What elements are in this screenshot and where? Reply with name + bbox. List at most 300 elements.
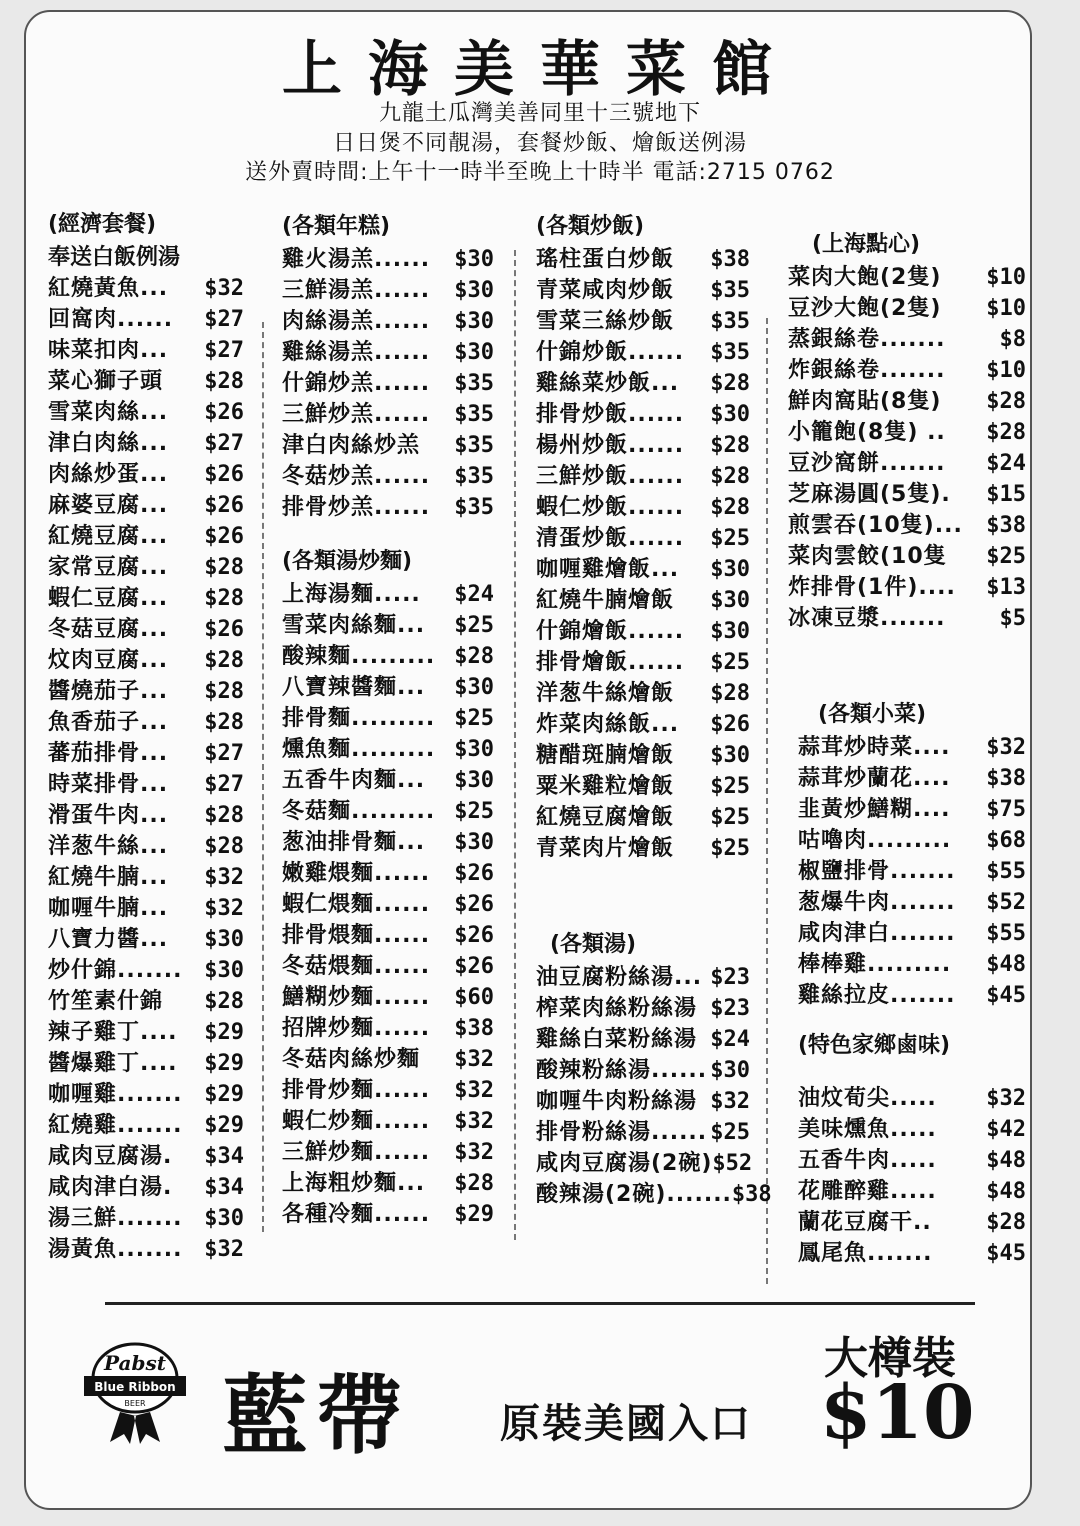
- menu-item-name: 鱔糊炒麵......: [282, 985, 431, 1010]
- menu-item-name: 紅燒黃魚...: [48, 276, 169, 301]
- menu-item: [282, 1137, 494, 1168]
- menu-item-price: $25: [986, 544, 1026, 569]
- menu-item: [48, 986, 244, 1017]
- menu-item-price: $34: [204, 1175, 244, 1200]
- menu-item-price: $27: [204, 307, 244, 332]
- menu-item-price: $28: [710, 464, 750, 489]
- menu-item-name: 排骨炒羔......: [282, 495, 431, 520]
- menu-item-name: 蝦仁炒麵......: [282, 1109, 431, 1134]
- menu-item: [48, 1048, 244, 1079]
- menu-item-price: $28: [710, 371, 750, 396]
- menu-section: [788, 228, 1026, 634]
- menu-item-price: $48: [986, 1148, 1026, 1173]
- menu-item: [798, 949, 1026, 980]
- menu-item-price: $26: [204, 617, 244, 642]
- menu-item-price: $28: [204, 555, 244, 580]
- section-title: (各類湯): [550, 932, 637, 957]
- menu-item-name: 咸肉豆腐湯(2碗): [536, 1151, 713, 1176]
- menu-section: [48, 208, 244, 1265]
- menu-item-name: 菜肉大飽(2隻): [788, 265, 942, 290]
- menu-item-price: $27: [204, 431, 244, 456]
- menu-item-name: 青菜肉片燴飯: [536, 836, 675, 861]
- menu-column-1: [48, 208, 244, 1265]
- menu-item: [282, 430, 494, 461]
- menu-item: [48, 1203, 244, 1234]
- menu-item: [788, 355, 1026, 386]
- menu-item: [48, 676, 244, 707]
- menu-item-name: 蕃茄排骨...: [48, 741, 169, 766]
- menu-section: [282, 210, 494, 523]
- menu-item-price: $30: [454, 737, 494, 762]
- menu-item-name: 辣子雞丁....: [48, 1020, 178, 1045]
- menu-item: [798, 763, 1026, 794]
- menu-item-name: 排骨煨麵......: [282, 923, 431, 948]
- menu-item-price: $28: [204, 989, 244, 1014]
- menu-item-name: 什錦炒飯......: [536, 340, 685, 365]
- menu-item-price: $25: [710, 1120, 750, 1145]
- section-title: (經濟套餐): [48, 212, 157, 237]
- pabst-blue-ribbon-logo: [80, 1338, 190, 1446]
- menu-item-name: 肉絲湯羔......: [282, 309, 431, 334]
- menu-item-name: 美味燻魚.....: [798, 1117, 937, 1142]
- menu-item: [48, 1017, 244, 1048]
- menu-item-name: 湯黃魚.......: [48, 1237, 183, 1262]
- menu-item-name: 棒棒雞.........: [798, 952, 952, 977]
- menu-item-name: 冬菇麵.........: [282, 799, 436, 824]
- menu-item-price: $35: [454, 402, 494, 427]
- menu-item-name: 蒸銀絲卷.......: [788, 327, 946, 352]
- menu-item-name: 洋葱牛絲...: [48, 834, 169, 859]
- menu-item-price: $26: [454, 861, 494, 886]
- menu-item-name: 酸辣麵.........: [282, 644, 436, 669]
- menu-item-price: $25: [710, 650, 750, 675]
- menu-item-name: 五香牛肉.....: [798, 1148, 937, 1173]
- menu-item: [536, 244, 750, 275]
- menu-item-name: 蝦仁炒飯......: [536, 495, 685, 520]
- menu-item: [48, 552, 244, 583]
- menu-item-name: 咖喱雞.......: [48, 1082, 183, 1107]
- menu-item-name: 瑤柱蛋白炒飯: [536, 247, 675, 272]
- menu-item-name: 排骨燴飯......: [536, 650, 685, 675]
- menu-item-name: 回窩肉......: [48, 307, 174, 332]
- menu-item-name: 洋葱牛絲燴飯: [536, 681, 675, 706]
- menu-section: [536, 210, 750, 864]
- menu-item-name: 三鮮炒飯......: [536, 464, 685, 489]
- menu-item-name: 排骨炒麵......: [282, 1078, 431, 1103]
- menu-item: [48, 428, 244, 459]
- restaurant-address: 九龍土瓜灣美善同里十三號地下: [378, 101, 701, 126]
- menu-item: [788, 479, 1026, 510]
- menu-item-name: 上海粗炒麵...: [282, 1171, 426, 1196]
- menu-item-name: 蒜茸炒蘭花....: [798, 766, 951, 791]
- menu-item: [48, 738, 244, 769]
- menu-item-name: 咖喱雞燴飯...: [536, 557, 680, 582]
- menu-item-price: $28: [204, 586, 244, 611]
- column-divider: [766, 318, 768, 1284]
- menu-item: [536, 709, 750, 740]
- menu-item-name: 韭黃炒鱔糊....: [798, 797, 951, 822]
- menu-item: [536, 802, 750, 833]
- menu-item-name: 冬菇肉絲炒麵: [282, 1047, 421, 1072]
- menu-item-price: $28: [986, 420, 1026, 445]
- menu-item-name: 鳳尾魚.......: [798, 1241, 933, 1266]
- restaurant-name: 上海美華菜館: [282, 35, 798, 105]
- menu-item-name: 雪菜三絲炒飯: [536, 309, 675, 334]
- menu-item: [48, 521, 244, 552]
- menu-item: [788, 510, 1026, 541]
- menu-item: [536, 461, 750, 492]
- menu-item-name: 紅燒豆腐燴飯: [536, 805, 675, 830]
- menu-item: [536, 678, 750, 709]
- menu-item-price: $42: [986, 1117, 1026, 1142]
- menu-item-name: 紅燒豆腐...: [48, 524, 169, 549]
- menu-item-price: $32: [454, 1078, 494, 1103]
- menu-item-name: 紅燒雞.......: [48, 1113, 183, 1138]
- menu-item: [798, 1145, 1026, 1176]
- menu-item: [536, 740, 750, 771]
- footer-divider: [105, 1302, 975, 1305]
- menu-item-price: $28: [986, 389, 1026, 414]
- menu-item-price: $26: [204, 524, 244, 549]
- menu-item-name: 五香牛肉麵...: [282, 768, 426, 793]
- beer-price: $10: [820, 1370, 975, 1456]
- menu-item-name: 三鮮湯羔......: [282, 278, 431, 303]
- menu-item-price: $32: [204, 276, 244, 301]
- section-subtitle: 奉送白飯例湯: [48, 245, 181, 270]
- menu-item-price: $35: [454, 495, 494, 520]
- menu-item: [282, 461, 494, 492]
- beer-tagline: 原裝美國入口: [500, 1401, 752, 1447]
- menu-item: [282, 1168, 494, 1199]
- menu-item-price: $38: [986, 766, 1026, 791]
- menu-item-price: $35: [710, 340, 750, 365]
- menu-item: [536, 647, 750, 678]
- menu-item-price: $25: [710, 774, 750, 799]
- menu-item-name: 炒什錦.......: [48, 958, 183, 983]
- menu-item: [798, 918, 1026, 949]
- menu-item: [282, 982, 494, 1013]
- menu-item-price: $35: [454, 464, 494, 489]
- menu-item: [798, 1207, 1026, 1238]
- menu-item-price: $27: [204, 772, 244, 797]
- menu-item: [788, 293, 1026, 324]
- menu-item: [536, 523, 750, 554]
- menu-item-price: $28: [204, 369, 244, 394]
- menu-item: [282, 399, 494, 430]
- menu-item: [536, 616, 750, 647]
- menu-item-name: 酸辣湯(2碗).......: [536, 1182, 732, 1207]
- menu-item-name: 咸肉津白.......: [798, 921, 956, 946]
- menu-item-name: 家常豆腐...: [48, 555, 169, 580]
- menu-item-name: 炆肉豆腐...: [48, 648, 169, 673]
- menu-item: [282, 244, 494, 275]
- menu-item-name: 鮮肉窩貼(8隻): [788, 389, 942, 414]
- menu-item: [788, 386, 1026, 417]
- bottle-size-label: 大樽裝: [824, 1333, 956, 1384]
- menu-item: [536, 1117, 750, 1148]
- menu-item: [536, 399, 750, 430]
- menu-section: [788, 698, 1026, 1011]
- item-list: [282, 579, 494, 1230]
- menu-item-price: $34: [204, 1144, 244, 1169]
- menu-item-price: $26: [454, 923, 494, 948]
- menu-item-name: 炸菜肉絲飯...: [536, 712, 680, 737]
- menu-item: [282, 1106, 494, 1137]
- menu-item-name: 滑蛋牛肉...: [48, 803, 169, 828]
- menu-item: [536, 962, 750, 993]
- menu-item: [282, 765, 494, 796]
- menu-item: [282, 610, 494, 641]
- menu-item: [282, 492, 494, 523]
- menu-item-price: $30: [204, 958, 244, 983]
- menu-item: [48, 645, 244, 676]
- menu-item-price: $30: [454, 768, 494, 793]
- logo-word-blue-ribbon: Blue Ribbon: [94, 1380, 176, 1394]
- item-list: [788, 262, 1026, 634]
- menu-item-name: 油炆荀尖.....: [798, 1086, 937, 1111]
- menu-item: [48, 397, 244, 428]
- menu-item: [48, 1234, 244, 1265]
- menu-column-2: [282, 210, 494, 1230]
- menu-item: [788, 417, 1026, 448]
- menu-item-price: $28: [454, 644, 494, 669]
- menu-item-price: $28: [710, 681, 750, 706]
- menu-item: [282, 641, 494, 672]
- menu-item-price: $55: [986, 921, 1026, 946]
- item-list: [48, 273, 244, 1265]
- menu-item-name: 雪菜肉絲麵...: [282, 613, 426, 638]
- menu-item-price: $30: [710, 619, 750, 644]
- menu-item-price: $28: [986, 1210, 1026, 1235]
- menu-item: [798, 980, 1026, 1011]
- menu-item-name: 蝦仁煨麵......: [282, 892, 431, 917]
- menu-item-price: $8: [999, 327, 1026, 352]
- menu-item-name: 榨菜肉絲粉絲湯: [536, 996, 698, 1021]
- delivery-hours: 送外賣時間:上午十一時半至晚上十時半 電話:2715 0762: [245, 160, 835, 185]
- item-list: [282, 244, 494, 523]
- menu-item: [536, 275, 750, 306]
- menu-item-name: 糖醋斑腩燴飯: [536, 743, 675, 768]
- menu-item: [282, 1199, 494, 1230]
- menu-item-name: 咸肉津白湯.: [48, 1175, 173, 1200]
- menu-item-price: $32: [710, 1089, 750, 1114]
- menu-item-price: $26: [204, 462, 244, 487]
- menu-item-name: 各種冷麵......: [282, 1202, 431, 1227]
- menu-item: [788, 572, 1026, 603]
- menu-item-price: $35: [454, 433, 494, 458]
- menu-item-price: $29: [204, 1020, 244, 1045]
- menu-item-name: 排骨粉絲湯......: [536, 1120, 708, 1145]
- item-list: [798, 732, 1026, 1011]
- menu-item-price: $28: [204, 834, 244, 859]
- menu-item-price: $32: [986, 1086, 1026, 1111]
- menu-item: [48, 583, 244, 614]
- menu-item-name: 青菜咸肉炒飯: [536, 278, 675, 303]
- menu-item-price: $30: [710, 588, 750, 613]
- menu-item-name: 招牌炒麵......: [282, 1016, 431, 1041]
- menu-item-price: $68: [986, 828, 1026, 853]
- beer-brand-name: 藍帶: [222, 1365, 410, 1466]
- menu-item-name: 醬燒茄子...: [48, 679, 169, 704]
- menu-item-name: 粟米雞粒燴飯: [536, 774, 675, 799]
- menu-item: [536, 1024, 750, 1055]
- menu-item: [282, 951, 494, 982]
- menu-item-price: $32: [454, 1140, 494, 1165]
- menu-item-price: $28: [204, 803, 244, 828]
- menu-item-price: $10: [986, 296, 1026, 321]
- menu-item: [282, 337, 494, 368]
- menu-item-name: 醬爆雞丁....: [48, 1051, 178, 1076]
- menu-item: [282, 275, 494, 306]
- menu-item-name: 嫩雞煨麵......: [282, 861, 431, 886]
- menu-item: [536, 833, 750, 864]
- menu-item-price: $30: [710, 557, 750, 582]
- menu-item-name: 雞絲湯羔......: [282, 340, 431, 365]
- menu-item-name: 葱爆牛肉.......: [798, 890, 956, 915]
- menu-item-price: $30: [454, 340, 494, 365]
- menu-item: [282, 368, 494, 399]
- menu-item-price: $10: [986, 358, 1026, 383]
- menu-item: [48, 924, 244, 955]
- menu-item: [282, 672, 494, 703]
- menu-item-name: 味菜扣肉...: [48, 338, 169, 363]
- menu-item-price: $15: [986, 482, 1026, 507]
- menu-item: [48, 893, 244, 924]
- menu-item-price: $30: [454, 675, 494, 700]
- menu-item-name: 雞絲白菜粉絲湯: [536, 1027, 698, 1052]
- menu-item: [788, 603, 1026, 634]
- menu-item-name: 麻婆豆腐...: [48, 493, 169, 518]
- menu-item-price: $48: [986, 1179, 1026, 1204]
- menu-item-name: 冰凍豆漿.......: [788, 606, 946, 631]
- menu-item: [48, 335, 244, 366]
- menu-item-price: $52: [986, 890, 1026, 915]
- menu-item: [282, 579, 494, 610]
- column-divider: [262, 322, 264, 1232]
- menu-item: [48, 1079, 244, 1110]
- menu-item: [798, 856, 1026, 887]
- menu-item-price: $38: [454, 1016, 494, 1041]
- menu-item-name: 清蛋炒飯......: [536, 526, 685, 551]
- menu-item-price: $29: [454, 1202, 494, 1227]
- menu-item-price: $32: [204, 896, 244, 921]
- menu-item: [48, 955, 244, 986]
- menu-item-price: $27: [204, 338, 244, 363]
- menu-item-price: $38: [986, 513, 1026, 538]
- menu-item-price: $30: [204, 927, 244, 952]
- item-list: [536, 962, 772, 1210]
- menu-item-name: 豆沙窩餅.......: [788, 451, 946, 476]
- menu-item: [48, 1172, 244, 1203]
- menu-item-price: $25: [454, 799, 494, 824]
- menu-item-name: 菜肉雲餃(10隻: [788, 544, 947, 569]
- menu-item-price: $5: [999, 606, 1026, 631]
- menu-item-price: $28: [204, 710, 244, 735]
- menu-item: [48, 1110, 244, 1141]
- menu-item-price: $29: [204, 1113, 244, 1138]
- menu-item-price: $35: [454, 371, 494, 396]
- menu-item: [48, 614, 244, 645]
- menu-item-name: 小籠飽(8隻) ..: [788, 420, 946, 445]
- logo-word-pabst: Pabst: [104, 1351, 166, 1375]
- menu-item: [536, 337, 750, 368]
- menu-item-price: $30: [204, 1206, 244, 1231]
- menu-item-name: 楊州炒飯......: [536, 433, 685, 458]
- menu-item-name: 芝麻湯圓(5隻).: [788, 482, 951, 507]
- menu-item-price: $32: [986, 735, 1026, 760]
- menu-item: [48, 862, 244, 893]
- section-title: (上海點心): [812, 232, 921, 257]
- menu-item-price: $45: [986, 983, 1026, 1008]
- menu-section: [536, 928, 772, 1210]
- menu-item-price: $38: [731, 1182, 772, 1207]
- menu-item: [536, 368, 750, 399]
- section-title: (各類年糕): [282, 214, 391, 239]
- menu-item-name: 冬菇煨麵......: [282, 954, 431, 979]
- menu-item-price: $10: [986, 265, 1026, 290]
- menu-item-name: 蝦仁豆腐...: [48, 586, 169, 611]
- menu-item: [48, 769, 244, 800]
- menu-item-name: 花雕醉雞.....: [798, 1179, 937, 1204]
- menu-item-name: 雞絲拉皮.......: [798, 983, 956, 1008]
- menu-item-name: 冬菇炒羔......: [282, 464, 431, 489]
- menu-item: [48, 490, 244, 521]
- menu-item-price: $35: [710, 309, 750, 334]
- menu-item-price: $28: [454, 1171, 494, 1196]
- menu-item-name: 雪菜肉絲...: [48, 400, 169, 425]
- menu-item-name: 蘭花豆腐干..: [798, 1210, 932, 1235]
- menu-item-price: $25: [454, 706, 494, 731]
- menu-item-price: $35: [710, 278, 750, 303]
- menu-item-price: $24: [986, 451, 1026, 476]
- menu-item-name: 上海湯麵.....: [282, 582, 421, 607]
- menu-item-name: 葱油排骨麵...: [282, 830, 426, 855]
- menu-item: [282, 1075, 494, 1106]
- menu-item-name: 竹笙素什錦: [48, 989, 164, 1014]
- menu-item-price: $32: [204, 1237, 244, 1262]
- menu-item: [282, 1013, 494, 1044]
- item-list: [536, 244, 750, 864]
- menu-item: [282, 827, 494, 858]
- menu-item-price: $30: [710, 743, 750, 768]
- menu-item-name: 津白肉絲...: [48, 431, 169, 456]
- menu-item-price: $30: [454, 830, 494, 855]
- menu-item: [536, 430, 750, 461]
- menu-item-price: $30: [454, 309, 494, 334]
- menu-item: [282, 858, 494, 889]
- menu-item-price: $30: [454, 247, 494, 272]
- menu-item-name: 三鮮炒麵......: [282, 1140, 431, 1165]
- menu-item-name: 肉絲炒蛋...: [48, 462, 169, 487]
- menu-item-price: $23: [710, 965, 750, 990]
- menu-item-price: $29: [204, 1051, 244, 1076]
- menu-item-price: $38: [710, 247, 750, 272]
- menu-item-name: 冬菇豆腐...: [48, 617, 169, 642]
- menu-item-name: 雞絲菜炒飯...: [536, 371, 680, 396]
- menu-item: [788, 448, 1026, 479]
- menu-item: [282, 920, 494, 951]
- menu-section: [282, 545, 494, 1230]
- menu-item-price: $13: [986, 575, 1026, 600]
- menu-item-price: $26: [454, 954, 494, 979]
- menu-item-name: 燻魚麵.........: [282, 737, 436, 762]
- menu-item-price: $25: [710, 836, 750, 861]
- menu-item-price: $28: [710, 433, 750, 458]
- section-title: (各類小菜): [818, 702, 927, 727]
- menu-item: [282, 1044, 494, 1075]
- menu-item-name: 炸排骨(1件)....: [788, 575, 956, 600]
- menu-item: [48, 459, 244, 490]
